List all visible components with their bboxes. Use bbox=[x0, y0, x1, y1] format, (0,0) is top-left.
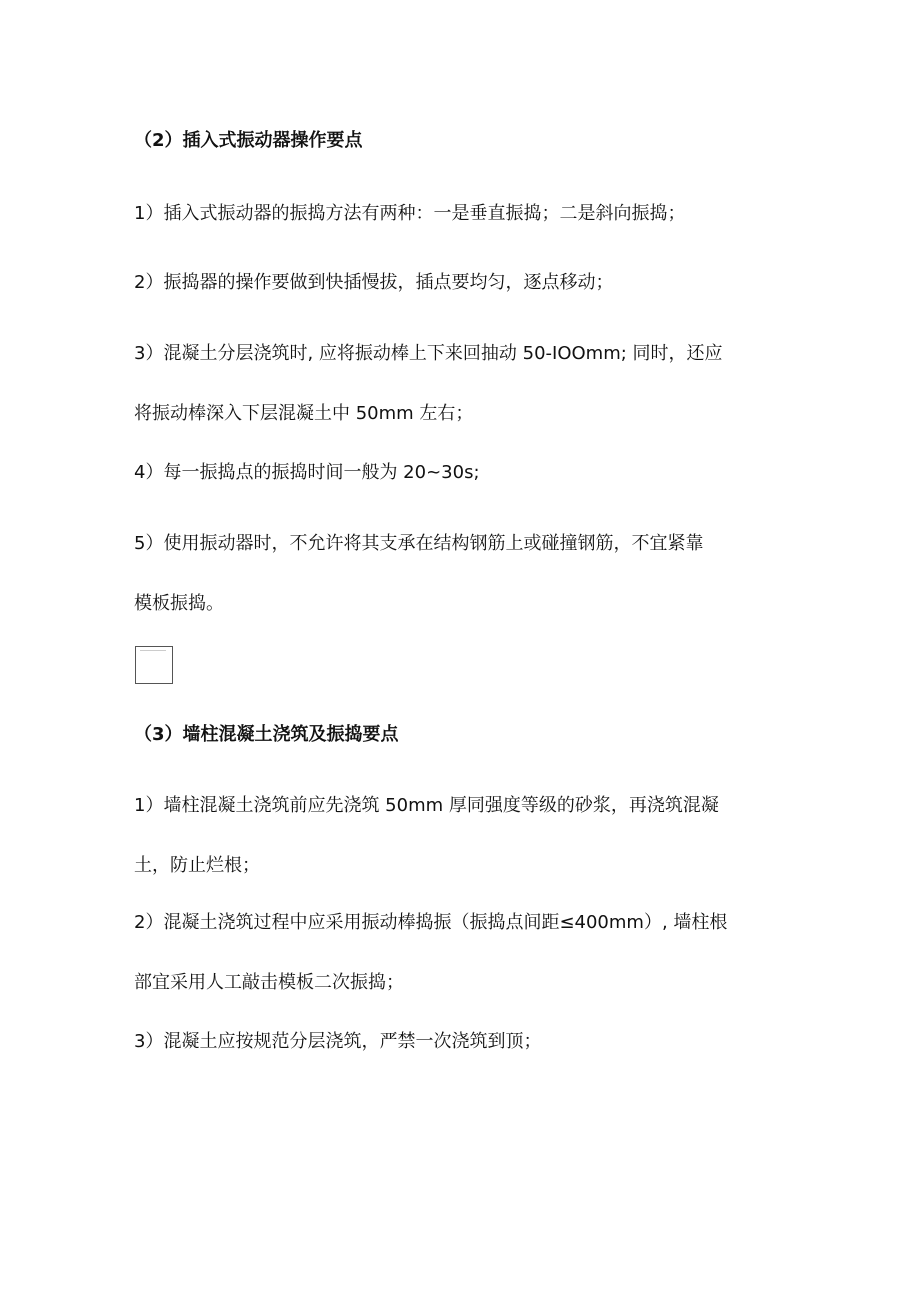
section-2-item-5 bbox=[134, 514, 794, 634]
paragraph-line: 2）振捣器的操作要做到快插慢拔，插点要均匀，逐点移动； bbox=[134, 272, 614, 293]
paragraph-line: 2）混凝土浇筑过程中应采用振动棒捣振（振捣点间距≤400mm）, 墙柱根 bbox=[134, 912, 728, 933]
paragraph-line: 3）混凝土应按规范分层浇筑，严禁一次浇筑到顶； bbox=[134, 1031, 542, 1052]
image-placeholder-icon bbox=[135, 646, 173, 684]
paragraph-line: 模板振捣。 bbox=[134, 593, 224, 614]
paragraph-line: 4）每一振捣点的振捣时间一般为 20~30s; bbox=[134, 462, 480, 483]
section-3-item-1 bbox=[134, 776, 794, 896]
section-2-item-4 bbox=[134, 443, 794, 503]
paragraph-line: 部宜采用人工敲击模板二次振捣； bbox=[134, 972, 404, 993]
section-2-heading: （2）插入式振动器操作要点 bbox=[134, 130, 363, 151]
paragraph-line: 1）墙柱混凝土浇筑前应先浇筑 50mm 厚同强度等级的砂浆，再浇筑混凝 bbox=[134, 795, 719, 816]
section-3-heading: （3）墙柱混凝土浇筑及振捣要点 bbox=[134, 724, 399, 745]
section-3-item-2 bbox=[134, 893, 794, 1013]
section-2-item-1 bbox=[134, 184, 794, 244]
paragraph-line: 5）使用振动器时，不允许将其支承在结构钢筋上或碰撞钢筋，不宜紧靠 bbox=[134, 533, 704, 554]
section-3-item-3 bbox=[134, 1012, 794, 1072]
section-2-item-3 bbox=[134, 324, 794, 444]
paragraph-line: 土，防止烂根； bbox=[134, 855, 260, 876]
section-2-item-2 bbox=[134, 253, 794, 313]
paragraph-line: 3）混凝土分层浇筑时, 应将振动棒上下来回抽动 50-IOOmm; 同时，还应 bbox=[134, 343, 723, 364]
paragraph-line: 1）插入式振动器的振捣方法有两种：一是垂直振捣；二是斜向振捣； bbox=[134, 203, 686, 224]
paragraph-line: 将振动棒深入下层混凝土中 50mm 左右； bbox=[134, 403, 474, 424]
